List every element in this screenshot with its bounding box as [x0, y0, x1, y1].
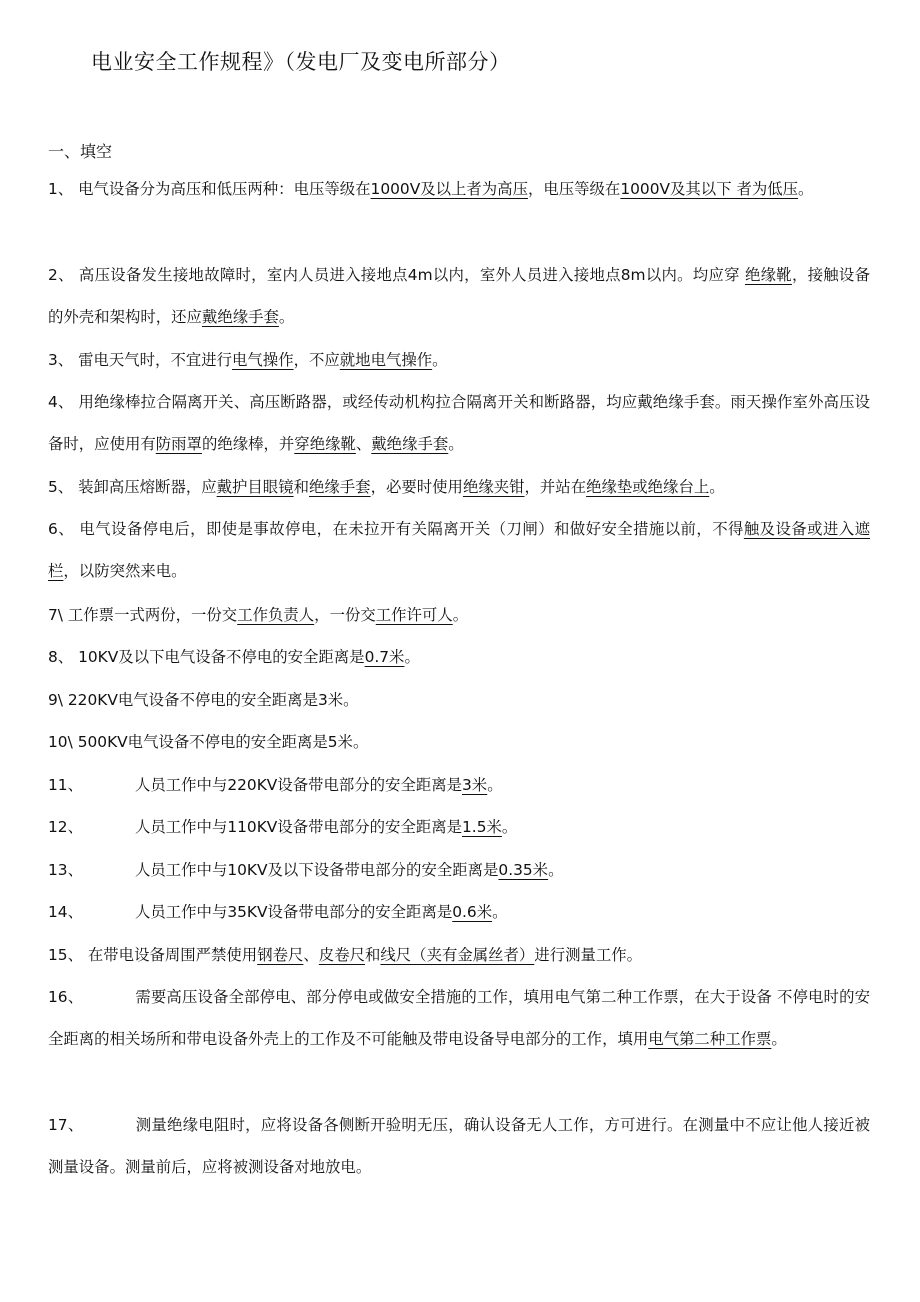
question-item — [48, 466, 870, 508]
question-number: 16、 — [48, 988, 84, 1006]
question-text: 。 — [432, 351, 448, 369]
question-number: 3、 — [48, 351, 74, 369]
answer-blank: 0.7米 — [364, 648, 405, 666]
question-number: 2、 — [48, 266, 74, 284]
question-number: 10\ — [48, 733, 73, 751]
question-text: 电气设备分为高压和低压两种：电压等级在 — [78, 180, 371, 198]
question-text: ，接触设备的外壳和架构时，还应 — [48, 266, 870, 326]
answer-blank: 1000V及以上者为高压 — [370, 180, 528, 198]
answer-blank: 绝缘靴 — [744, 266, 792, 284]
question-number: 6、 — [48, 520, 75, 538]
question-item — [48, 381, 870, 465]
question-text: 。 — [404, 648, 420, 666]
question-item — [48, 891, 870, 933]
question-item — [48, 849, 870, 891]
question-number: 8、 — [48, 648, 74, 666]
answer-blank: 1.5米 — [462, 818, 502, 836]
question-item — [48, 636, 870, 678]
question-item — [48, 1104, 870, 1188]
question-number: 11、 — [48, 776, 83, 794]
question-text: 220KV电气设备不停电的安全距离是3米。 — [67, 691, 359, 709]
question-text: 。 — [278, 308, 295, 326]
question-text: 雷电天气时，不宜进行 — [78, 351, 233, 369]
question-item — [48, 764, 870, 806]
question-text: 。 — [492, 903, 508, 921]
question-text: 人员工作中与110KV设备带电部分的安全距离是 — [134, 818, 463, 836]
answer-blank: 3米 — [462, 776, 488, 794]
question-number: 14、 — [48, 903, 83, 921]
question-text: 10KV及以下电气设备不停电的安全距离是 — [78, 648, 365, 666]
answer-blank: 戴护目眼镜 — [216, 478, 294, 496]
question-text: 、 — [303, 946, 319, 964]
question-number: 9\ — [48, 691, 63, 709]
question-text: 进行测量工作。 — [534, 946, 643, 964]
answer-blank: 绝缘夹钳 — [462, 478, 525, 496]
question-text: 和 — [364, 946, 381, 964]
answer-blank: 绝缘手套 — [309, 478, 371, 496]
question-number: 5、 — [48, 478, 74, 496]
question-text: 。 — [771, 1030, 787, 1048]
question-item — [48, 976, 870, 1060]
answer-blank: 1000V及其以下 者为低压 — [620, 180, 799, 198]
question-text: 。 — [452, 606, 469, 624]
answer-blank: 防雨罩 — [155, 435, 202, 453]
question-number: 15、 — [48, 946, 83, 964]
question-text: 人员工作中与220KV设备带电部分的安全距离是 — [134, 776, 463, 794]
answer-blank: 戴绝缘手套 — [201, 308, 279, 326]
question-text: 。 — [798, 180, 814, 198]
question-item — [48, 508, 870, 592]
answer-blank: 就地电气操作 — [339, 351, 433, 369]
question-number: 4、 — [48, 393, 74, 411]
question-text: 。 — [448, 435, 464, 453]
answer-blank: 工作负责人 — [237, 606, 315, 624]
question-text: 需要高压设备全部停电、部分停电或做安全措施的工作，填用电气第二种工作票，在大于设备 不停电时的安全距离的相关场所和带电设备外壳上的工作及不可能触及带电设备导电部分的工作，填用 — [48, 988, 870, 1048]
answer-blank: 戴绝缘手套 — [371, 435, 449, 453]
question-item — [48, 168, 870, 210]
question-text: ，并站在 — [524, 478, 587, 496]
answer-blank: 0.6米 — [452, 903, 493, 921]
answer-blank: 触及设备或进入遮栏 — [48, 520, 870, 580]
answer-blank: 绝缘垫或绝缘台上 — [586, 478, 710, 496]
question-item — [48, 679, 870, 721]
answer-blank: 皮卷尺 — [318, 946, 365, 964]
question-text: 。 — [501, 818, 518, 836]
question-number: 1、 — [48, 180, 74, 198]
answer-blank: 电气第二种工作票 — [648, 1030, 772, 1048]
question-text: 、 — [355, 435, 372, 453]
answer-blank: 钢卷尺 — [257, 946, 304, 964]
question-text: 人员工作中与35KV设备带电部分的安全距离是 — [134, 903, 453, 921]
question-text: 装卸高压熔断器，应 — [78, 478, 217, 496]
section-heading: 一、填空 — [48, 142, 113, 161]
answer-blank: 工作许可人 — [375, 606, 453, 624]
question-item — [48, 934, 870, 976]
answer-blank: 线尺（夹有金属丝者） — [380, 946, 535, 964]
question-text: 电气设备停电后，即使是事故停电，在未拉开有关隔离开关（刀闸）和做好安全措施以前，不得 — [79, 520, 744, 538]
question-text: 的绝缘棒，并 — [201, 435, 295, 453]
question-text: 。 — [709, 478, 725, 496]
question-text: 。 — [487, 776, 503, 794]
question-item — [48, 339, 870, 381]
question-item — [48, 254, 870, 338]
question-item — [48, 806, 870, 848]
question-item — [48, 721, 870, 763]
question-text: 。 — [548, 861, 564, 879]
document-title: 电业安全工作规程》（发电厂及变电所部分） — [91, 50, 511, 74]
question-text: ，以防突然来电。 — [63, 562, 187, 580]
question-text: 在带电设备周围严禁使用 — [87, 946, 258, 964]
answer-blank: 0.35米 — [498, 861, 549, 879]
question-text: ，电压等级在 — [527, 180, 621, 198]
question-text: 500KV电气设备不停电的安全距离是5米。 — [77, 733, 369, 751]
question-number: 12、 — [48, 818, 83, 836]
question-text: ，一份交 — [314, 606, 376, 624]
question-text: ，不应 — [293, 351, 340, 369]
question-text: 工作票一式两份，一份交 — [67, 606, 238, 624]
question-text: 用绝缘棒拉合隔离开关、高压断路器，或经传动机构拉合隔离开关和断路器，均应戴绝缘手套。雨天操作室外高压设备时，应使用有 — [48, 393, 870, 453]
question-item — [48, 594, 870, 636]
answer-blank: 穿绝缘靴 — [294, 435, 356, 453]
question-number: 17、 — [48, 1116, 84, 1134]
answer-blank: 电气操作 — [232, 351, 294, 369]
question-text: ，必要时使用 — [370, 478, 463, 496]
question-text: 测量绝缘电阻时，应将设备各侧断开验明无压，确认设备无人工作，方可进行。在测量中不应让他人接近被测量设备。测量前后，应将被测设备对地放电。 — [48, 1116, 870, 1176]
question-number: 7\ — [48, 606, 63, 624]
question-number: 13、 — [48, 861, 83, 879]
question-text: 人员工作中与10KV及以下设备带电部分的安全距离是 — [134, 861, 499, 879]
question-text: 高压设备发生接地故障时，室内人员进入接地点4m以内，室外人员进入接地点8m以内。均应穿 — [78, 266, 745, 284]
question-text: 和 — [293, 478, 309, 496]
